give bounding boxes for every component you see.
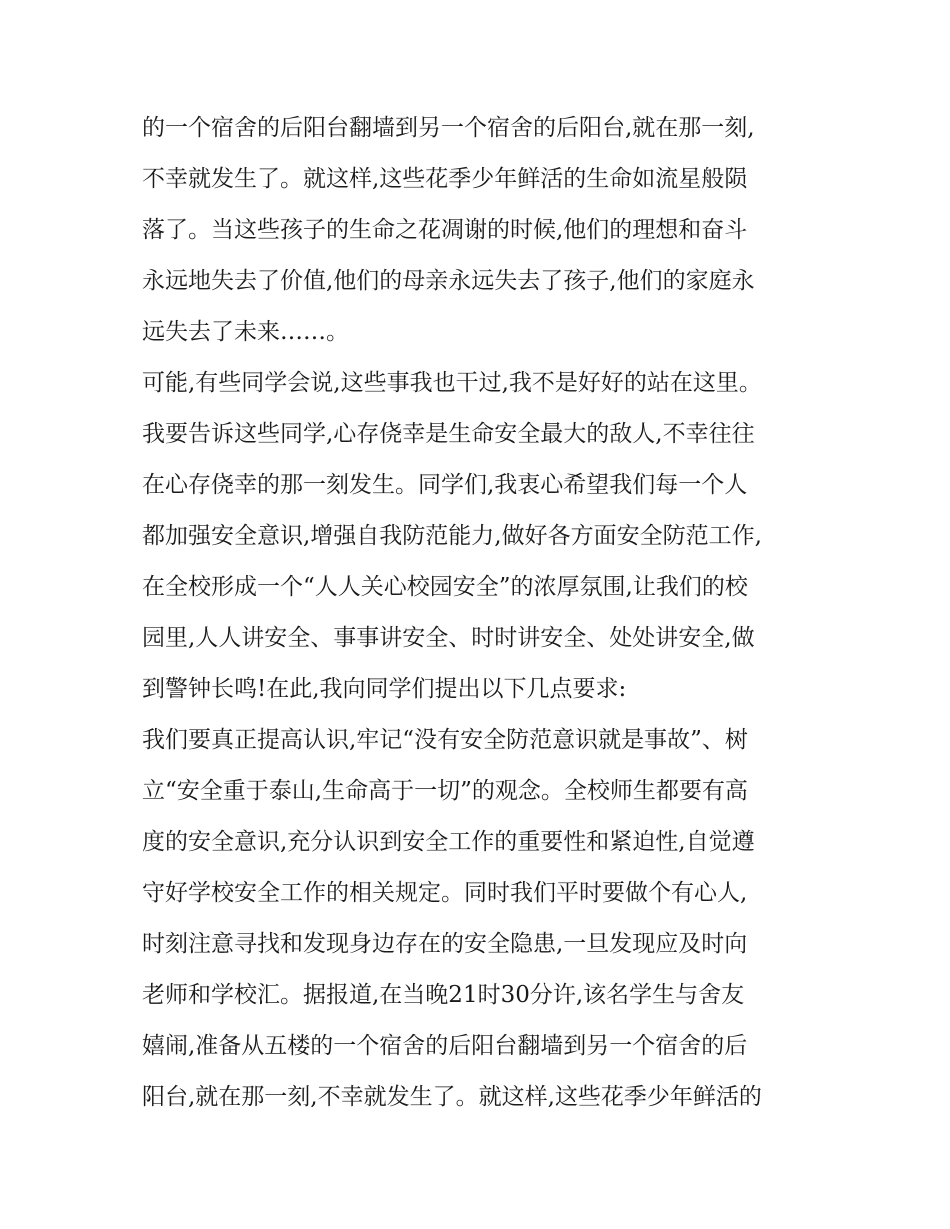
- text-line: 老师和学校汇。据报道,在当晚21时30分许,该名学生与舍友: [142, 982, 745, 1008]
- text-line: 可能,有些同学会说,这些事我也干过,我不是好好的站在这里。: [142, 370, 762, 396]
- text-line: 阳台,就在那一刻,不幸就发生了。就这样,这些花季少年鲜活的: [142, 1084, 762, 1110]
- text-line: 都加强安全意识,增强自我防范能力,做好各方面安全防范工作,: [142, 523, 762, 549]
- text-line: 落了。当这些孩子的生命之花凋谢的时候,他们的理想和奋斗: [142, 217, 748, 243]
- text-line: 我要告诉这些同学,心存侥幸是生命安全最大的敌人,不幸往往: [142, 421, 755, 447]
- text-line: 度的安全意识,充分认识到安全工作的重要性和紧迫性,自觉遵: [142, 829, 755, 855]
- text-line: 不幸就发生了。就这样,这些花季少年鲜活的生命如流星般陨: [142, 166, 748, 192]
- text-line: 远失去了未来……。: [142, 319, 349, 345]
- text-line: 永远地失去了价值,他们的母亲永远失去了孩子,他们的家庭永: [142, 268, 755, 294]
- text-line: 嬉闹,准备从五楼的一个宿舍的后阳台翻墙到另一个宿舍的后: [142, 1033, 748, 1059]
- text-line: 到警钟长鸣!在此,我向同学们提出以下几点要求:: [142, 676, 627, 702]
- text-line: 园里,人人讲安全、事事讲安全、时时讲安全、处处讲安全,做: [142, 625, 755, 651]
- text-line: 我们要真正提高认识,牢记“没有安全防范意识就是事故”、树: [142, 727, 748, 753]
- text-line: 的一个宿舍的后阳台翻墙到另一个宿舍的后阳台,就在那一刻,: [142, 115, 755, 141]
- text-line: 立“安全重于泰山,生命高于一切”的观念。全校师生都要有高: [142, 778, 748, 804]
- text-line: 在全校形成一个“人人关心校园安全”的浓厚氛围,让我们的校: [142, 574, 748, 600]
- text-line: 时刻注意寻找和发现身边存在的安全隐患,一旦发现应及时向: [142, 931, 748, 957]
- text-line: 在心存侥幸的那一刻发生。同学们,我衷心希望我们每一个人: [142, 472, 748, 498]
- text-line: 守好学校安全工作的相关规定。同时我们平时要做个有心人,: [142, 880, 748, 906]
- body-text: [142, 103, 822, 1123]
